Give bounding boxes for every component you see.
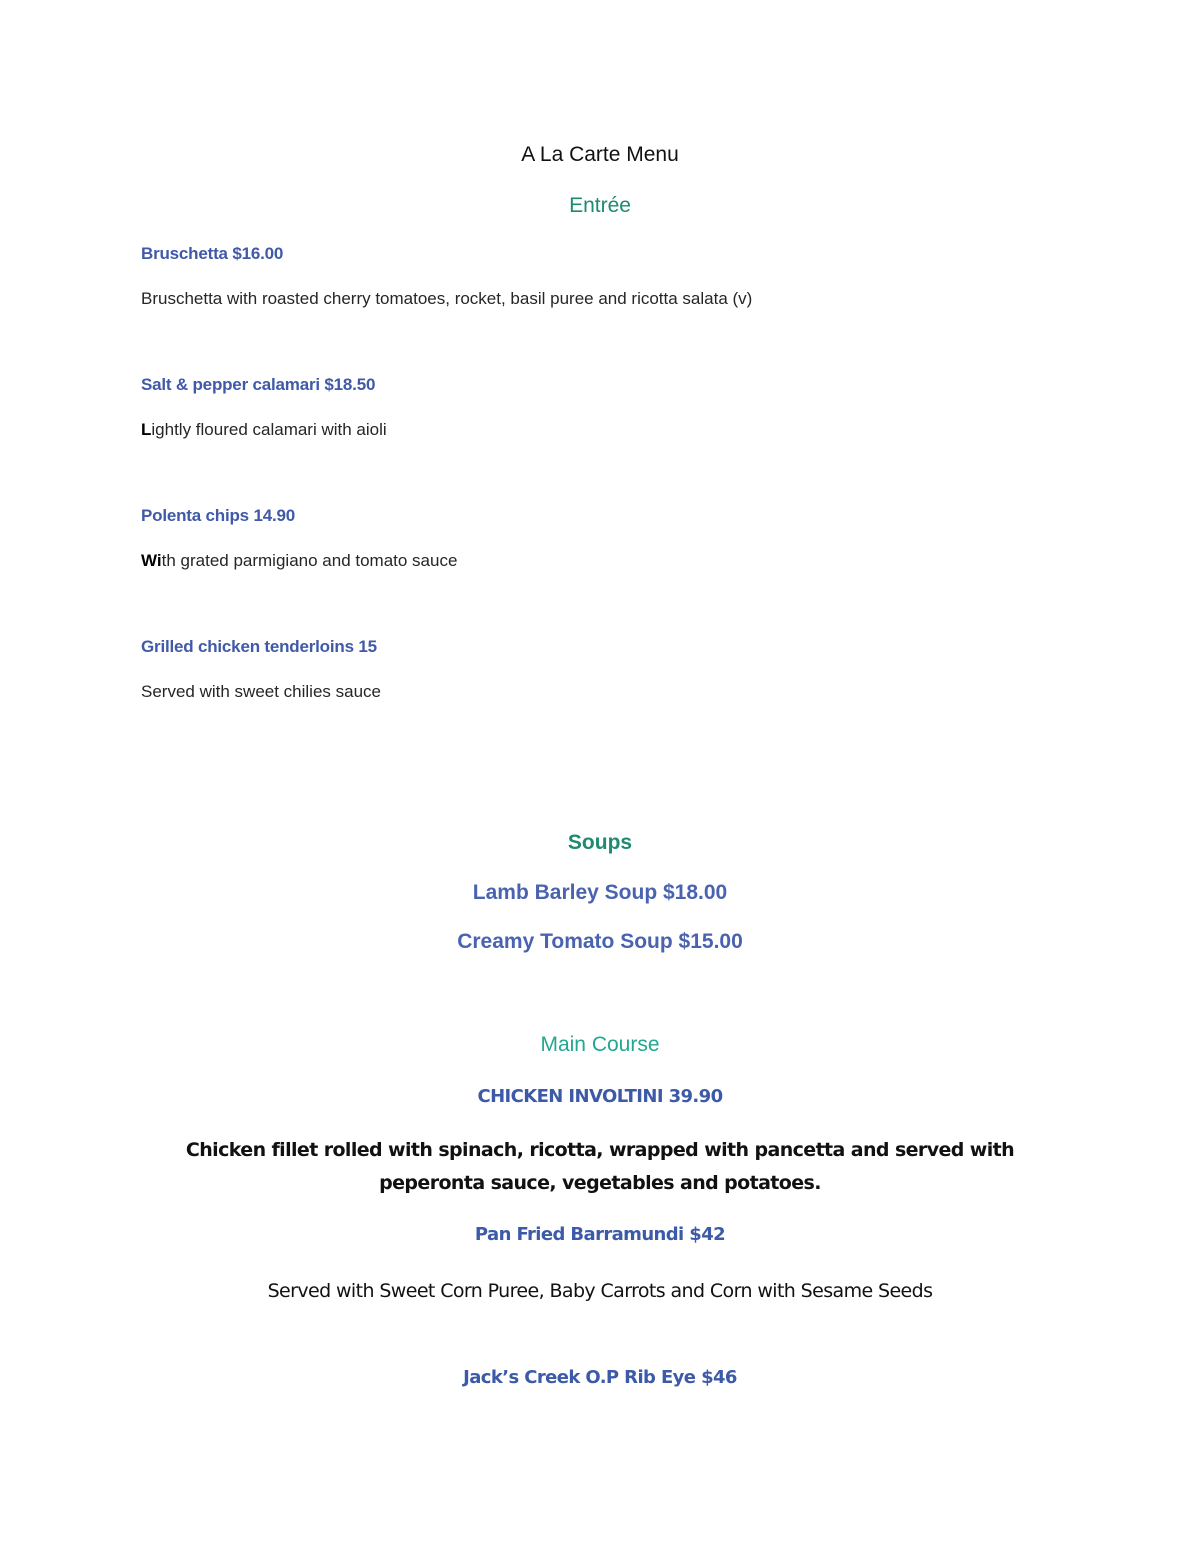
entree-item-name: Grilled chicken tenderloins 15 [141,637,377,656]
main-item-name: Pan Fried Barramundi $42 [474,1224,726,1245]
main-item-name: CHICKEN INVOLTINI 39.90 [477,1086,723,1107]
entree-item-description: Bruschetta with roasted cherry tomatoes, rocket, basil puree and ricotta salata (v) [141,289,753,308]
entree-item-name: Salt & pepper calamari $18.50 [141,375,376,394]
entree-item-description: With grated parmigiano and tomato sauce [141,551,458,570]
entree-item-name: Bruschetta $16.00 [141,244,284,263]
main-item-description: Served with Sweet Corn Puree, Baby Carrots and Corn with Sesame Seeds [267,1280,933,1302]
main-item-name: Jack’s Creek O.P Rib Eye $46 [463,1367,737,1388]
entree-item-name: Polenta chips 14.90 [141,506,295,525]
soups-heading: Soups [567,831,633,854]
entree-item-description: Served with sweet chilies sauce [141,682,382,701]
soup-item: Creamy Tomato Soup $15.00 [457,930,743,953]
soup-item: Lamb Barley Soup $18.00 [472,881,728,904]
main-course-heading: Main Course [540,1033,660,1056]
entree-item-description: Lightly floured calamari with aioli [141,420,387,439]
page-title: A La Carte Menu [521,143,679,166]
main-item-description: Chicken fillet rolled with spinach, ricotta, wrapped with pancetta and served with peperonta sauce, vegetables and potatoes. [185,1139,1015,1194]
entree-heading: Entrée [569,194,631,217]
